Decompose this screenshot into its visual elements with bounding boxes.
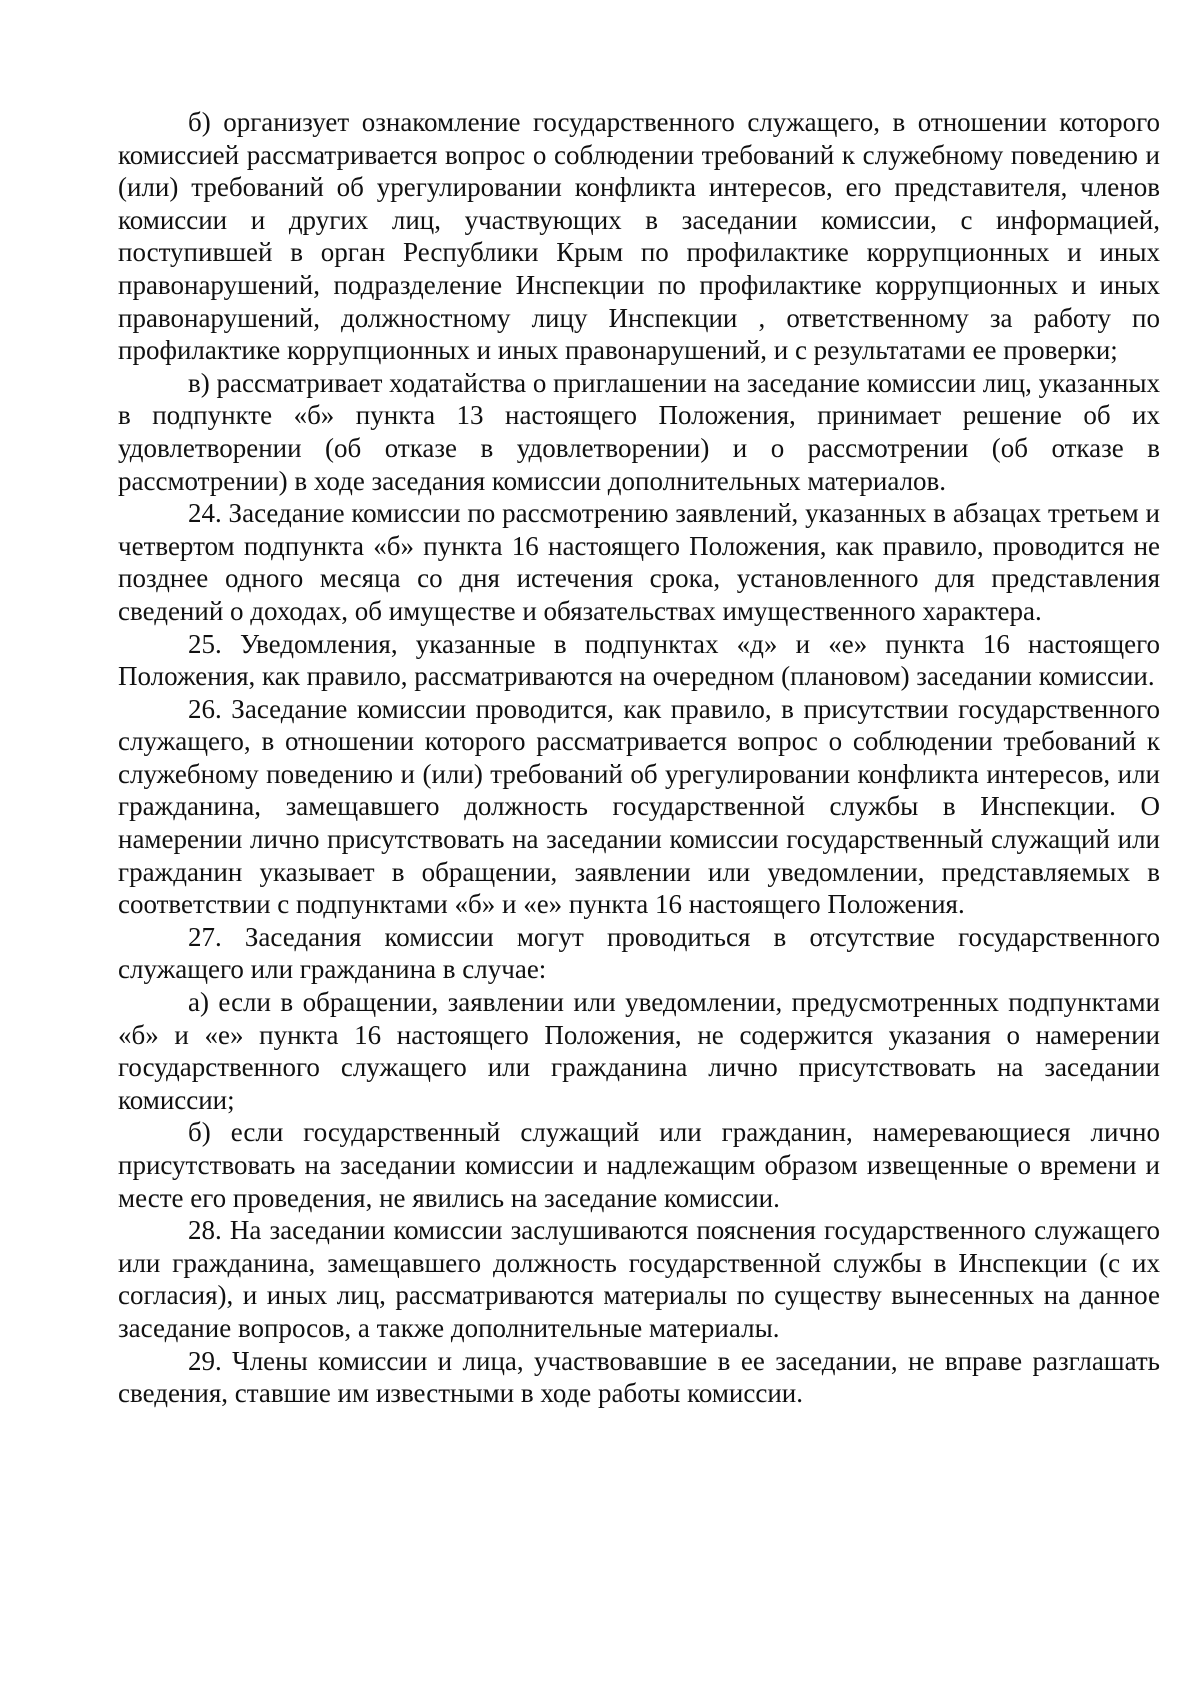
paragraph-b-familiarization: б) организует ознакомление государственного служащего, в отношении которого комиссией рассматривается вопрос о соблюдении требований к служебному поведению и (или) требований об урегулировании конфликта интересов, его представителя, членов комиссии и других лиц, участвующих в заседании комиссии, с информацией, поступившей в орган Республики Крым по профилактике коррупционных и иных правонарушений, подразделение Инспекции по профилактике коррупционных и иных правонарушений, должностному лицу Инспекции , ответственному за работу по профилактике коррупционных и иных правонарушений, и с результатами ее проверки; [118, 107, 1160, 366]
paragraph-27: 27. Заседания комиссии могут проводиться в отсутствие государственного служащего или гражданина в случае: [118, 921, 1160, 985]
document-body [118, 106, 1160, 1410]
paragraph-25: 25. Уведомления, указанные в подпунктах «д» и «е» пункта 16 настоящего Положения, как правило, рассматриваются на очередном (плановом) заседании комиссии. [118, 628, 1160, 692]
paragraph-27-b: б) если государственный служащий или гражданин, намеревающиеся лично присутствовать на заседании комиссии и надлежащим образом извещенные о времени и месте его проведения, не явились на заседание комиссии. [118, 1117, 1160, 1213]
paragraph-24: 24. Заседание комиссии по рассмотрению заявлений, указанных в абзацах третьем и четвертом подпункта «б» пункта 16 настоящего Положения, как правило, проводится не позднее одного месяца со дня истечения срока, установленного для представления сведений о доходах, об имуществе и обязательствах имущественного характера. [118, 498, 1160, 626]
paragraph-28: 28. На заседании комиссии заслушиваются пояснения государственного служащего или гражданина, замещавшего должность государственной службы в Инспекции (с их согласия), и иных лиц, рассматриваются материалы по существу вынесенных на данное заседание вопросов, а также дополнительные материалы. [118, 1215, 1160, 1343]
paragraph-26: 26. Заседание комиссии проводится, как правило, в присутствии государственного служащего, в отношении которого рассматривается вопрос о соблюдении требований к служебному поведению и (или) требований об урегулировании конфликта интересов, или гражданина, замещавшего должность государственной службы в Инспекции. О намерении лично присутствовать на заседании комиссии государственный служащий или гражданин указывает в обращении, заявлении или уведомлении, представляемых в соответствии с подпунктами «б» и «е» пункта 16 настоящего Положения. [118, 693, 1160, 920]
paragraph-v-petitions: в) рассматривает ходатайства о приглашении на заседание комиссии лиц, указанных в подпункте «б» пункта 13 настоящего Положения, принимает решение об их удовлетворении (об отказе в удовлетворении) и о рассмотрении (об отказе в рассмотрении) в ходе заседания комиссии дополнительных материалов. [118, 367, 1160, 496]
paragraph-29: 29. Члены комиссии и лица, участвовавшие в ее заседании, не вправе разглашать сведения, ставшие им известными в ходе работы комиссии. [118, 1345, 1160, 1409]
paragraph-27-a: а) если в обращении, заявлении или уведомлении, предусмотренных подпунктами «б» и «е» пункта 16 настоящего Положения, не содержится указания о намерении государственного служащего или гражданина лично присутствовать на заседании комиссии; [118, 987, 1160, 1115]
